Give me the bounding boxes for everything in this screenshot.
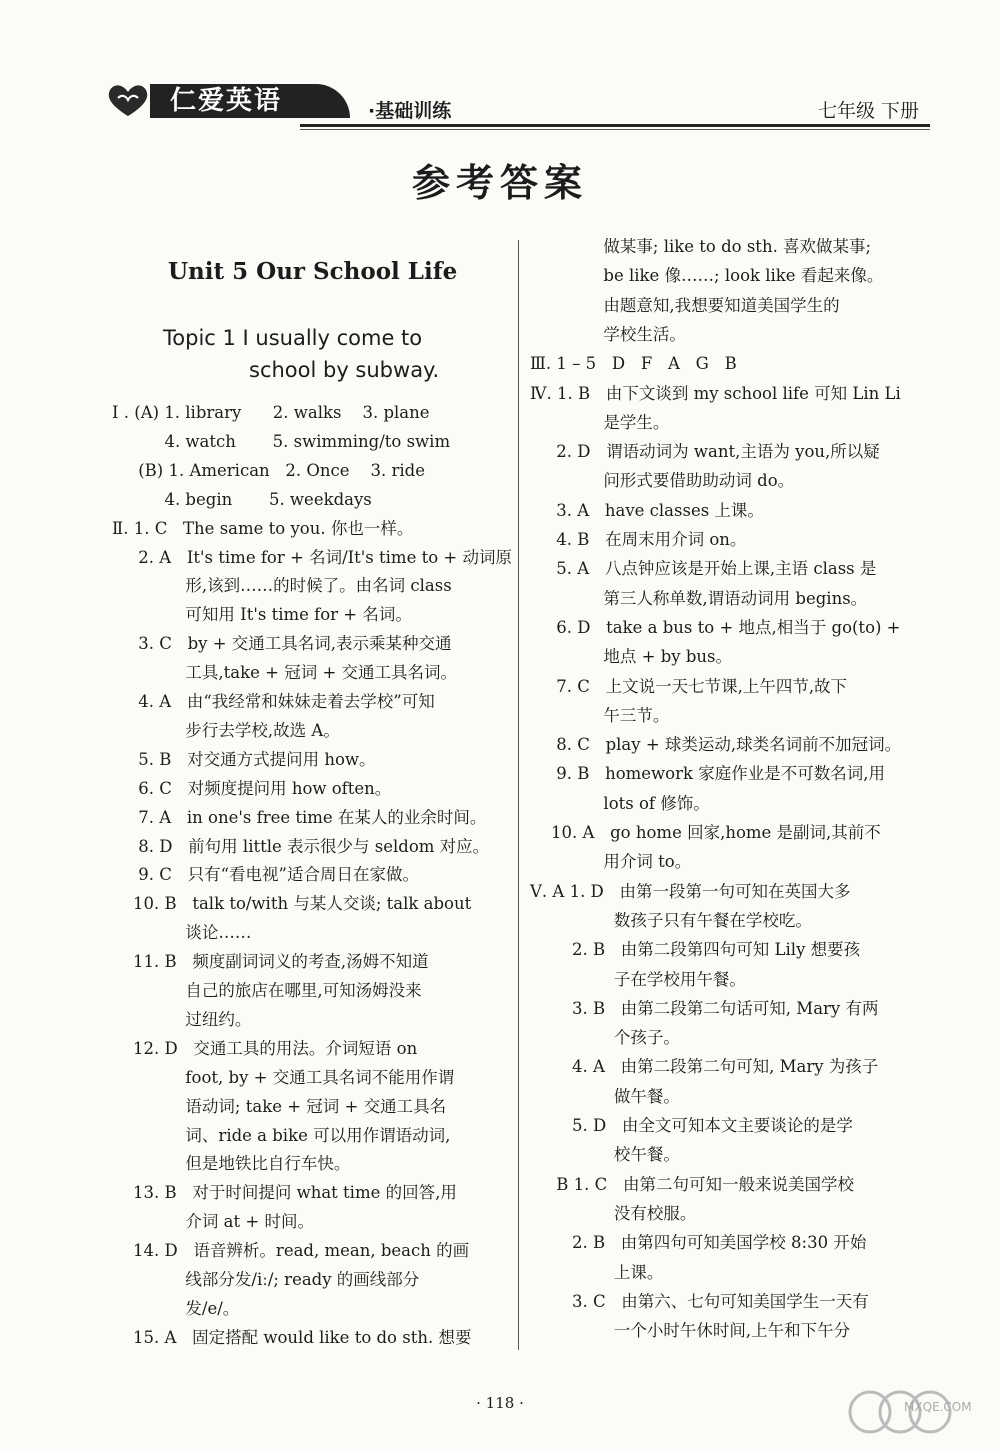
answer-line: I . (A) 1. library 2. walks 3. plane xyxy=(112,403,430,422)
answer-line: 5. B 对交通方式提问用 how。 xyxy=(112,749,376,769)
answer-line: 2. B 由第二段第四句可知 Lily 想要孩 xyxy=(530,940,861,960)
answer-line: 用介词 to。 xyxy=(530,852,692,872)
answer-line: 9. C 只有“看电视”适合周日在家做。 xyxy=(112,865,419,885)
answer-line: lots of 修饰。 xyxy=(530,793,710,813)
answer-line: 过纽约。 xyxy=(112,1009,252,1029)
answer-line: 地点 + by bus。 xyxy=(530,647,733,667)
answer-line: B 1. C 由第二句可知一般来说美国学校 xyxy=(530,1174,854,1194)
grade-label: 七年级 下册 xyxy=(818,100,920,122)
answer-line: 4. begin 5. weekdays xyxy=(112,489,372,509)
answer-line: Ⅱ. 1. C The same to you. 你也一样。 xyxy=(112,518,414,538)
answer-line: 11. B 频度副词词义的考查,汤姆不知道 xyxy=(112,952,429,972)
answer-line: 由题意知,我想要知道美国学生的 xyxy=(530,295,840,315)
answer-line: 10. A go home 回家,home 是副词,其前不 xyxy=(530,823,881,842)
answer-line: 4. B 在周末用介词 on。 xyxy=(530,530,747,549)
answer-line: 5. A 八点钟应该是开始上课,主语 class 是 xyxy=(530,559,877,579)
answer-line: 做某事; like to do sth. 喜欢做某事; xyxy=(530,237,872,256)
brand-subtitle: ·基础训练 xyxy=(368,100,452,122)
answer-line: 14. D 语音辨析。read, mean, beach 的画 xyxy=(112,1241,470,1261)
answer-line: (B) 1. American 2. Once 3. ride xyxy=(112,460,425,480)
answer-line: 是学生。 xyxy=(530,412,670,432)
watermark-text: MXQE.COM xyxy=(904,1400,972,1414)
answer-line: 5. D 由全文可知本文主要谈论的是学 xyxy=(530,1116,853,1135)
answer-line: 3. C by + 交通工具名词,表示乘某种交通 xyxy=(112,634,452,654)
answer-line: 线部分发/iː/; ready 的画线部分 xyxy=(112,1270,420,1289)
answer-line: 没有校服。 xyxy=(530,1203,697,1223)
answer-line: 自己的旅店在哪里,可知汤姆没来 xyxy=(112,981,422,1000)
column-divider xyxy=(518,240,519,1350)
watermark xyxy=(830,1388,1000,1448)
heart-logo-icon xyxy=(104,80,152,120)
answer-line: 数孩子只有午餐在学校吃。 xyxy=(530,910,812,930)
answer-line: 校午餐。 xyxy=(530,1145,680,1165)
answer-line: 步行去学校,故选 A。 xyxy=(112,720,340,740)
answer-line: 语动词; take + 冠词 + 交通工具名 xyxy=(112,1096,447,1116)
header-rule-thin xyxy=(300,129,930,130)
answer-line: 4. A 由第二段第二句可知, Mary 为孩子 xyxy=(530,1057,879,1077)
answer-line: 发/e/。 xyxy=(112,1298,240,1318)
answer-line: 谈论…… xyxy=(112,923,252,943)
watermark-logo-icon xyxy=(830,1388,1000,1448)
answer-line: 2. B 由第四句可知美国学校 8:30 开始 xyxy=(530,1233,867,1253)
answer-line: 2. A It's time for + 名词/It's time to + 动词原 xyxy=(112,547,512,567)
answer-line: 问形式要借助助动词 do。 xyxy=(530,471,795,491)
answer-line: 形,该到……的时候了。由名词 class xyxy=(112,576,452,596)
answer-line: 8. C play + 球类运动,球类名词前不加冠词。 xyxy=(530,735,902,755)
answer-line: 4. A 由“我经常和妹妹走着去学校”可知 xyxy=(112,692,435,711)
answer-line: 一个小时午休时间,上午和下午分 xyxy=(530,1321,851,1341)
answer-line: 工具,take + 冠词 + 交通工具名词。 xyxy=(112,663,458,683)
page-title: 参考答案 xyxy=(411,160,588,205)
answer-line: Ⅲ. 1 – 5 D F A G B xyxy=(530,354,737,374)
answer-line: 2. D 谓语动词为 want,主语为 you,所以疑 xyxy=(530,442,880,462)
answer-line: 13. B 对于时间提问 what time 的回答,用 xyxy=(112,1183,457,1203)
answer-line: 个孩子。 xyxy=(530,1028,680,1048)
answer-line: 8. D 前句用 little 表示很少与 seldom 对应。 xyxy=(112,836,490,856)
answer-line: Ⅳ. 1. B 由下文谈到 my school life 可知 Lin Li xyxy=(530,383,901,403)
answer-line: 7. C 上文说一天七节课,上午四节,故下 xyxy=(530,676,848,696)
answer-line: 3. B 由第二段第二句话可知, Mary 有两 xyxy=(530,998,879,1018)
answer-line: 子在学校用午餐。 xyxy=(530,969,746,989)
answer-line: 上课。 xyxy=(530,1262,664,1282)
answer-line: 9. B homework 家庭作业是不可数名词,用 xyxy=(530,764,885,784)
topic-heading: Topic 1 I usually come to xyxy=(163,326,423,350)
answer-line: 词、ride a bike 可以用作谓语动词, xyxy=(112,1125,451,1145)
answer-line: 15. A 固定搭配 would like to do sth. 想要 xyxy=(112,1327,472,1347)
answer-line: 7. A in one's free time 在某人的业余时间。 xyxy=(112,807,487,827)
answer-line: 第三人称单数,谓语动词用 begins。 xyxy=(530,588,868,608)
answer-line: 做午餐。 xyxy=(530,1086,680,1106)
header-rule xyxy=(300,124,930,127)
answer-line: foot, by + 交通工具名词不能用作谓 xyxy=(112,1067,455,1087)
answer-line: 3. C 由第六、七句可知美国学生一天有 xyxy=(530,1291,869,1311)
page-number: · 118 · xyxy=(476,1394,524,1412)
answer-line: be like 像……; look like 看起来像。 xyxy=(530,266,884,286)
answer-line: 但是地铁比自行车快。 xyxy=(112,1154,351,1174)
answer-line: 介词 at + 时间。 xyxy=(112,1212,314,1232)
answer-line: 3. A have classes 上课。 xyxy=(530,500,764,520)
topic-heading-continued: school by subway. xyxy=(249,358,440,382)
answer-line: 10. B talk to/with 与某人交谈; talk about xyxy=(112,894,472,914)
brand-title: 仁爱英语 xyxy=(170,86,283,116)
answer-line: 学校生活。 xyxy=(530,324,686,344)
answer-line: Ⅴ. A 1. D 由第一段第一句可知在英国大多 xyxy=(530,881,851,901)
answer-line: 6. C 对频度提问用 how often。 xyxy=(112,778,392,798)
unit-heading: Unit 5 Our School Life xyxy=(168,258,458,285)
answer-line: 12. D 交通工具的用法。介词短语 on xyxy=(112,1038,418,1058)
answer-line: 6. D take a bus to + 地点,相当于 go(to) + xyxy=(530,617,901,637)
answer-line: 午三节。 xyxy=(530,705,670,725)
answer-line: 4. watch 5. swimming/to swim xyxy=(112,431,451,451)
answer-line: 可知用 It's time for + 名词。 xyxy=(112,605,412,625)
page-header xyxy=(0,70,1000,140)
